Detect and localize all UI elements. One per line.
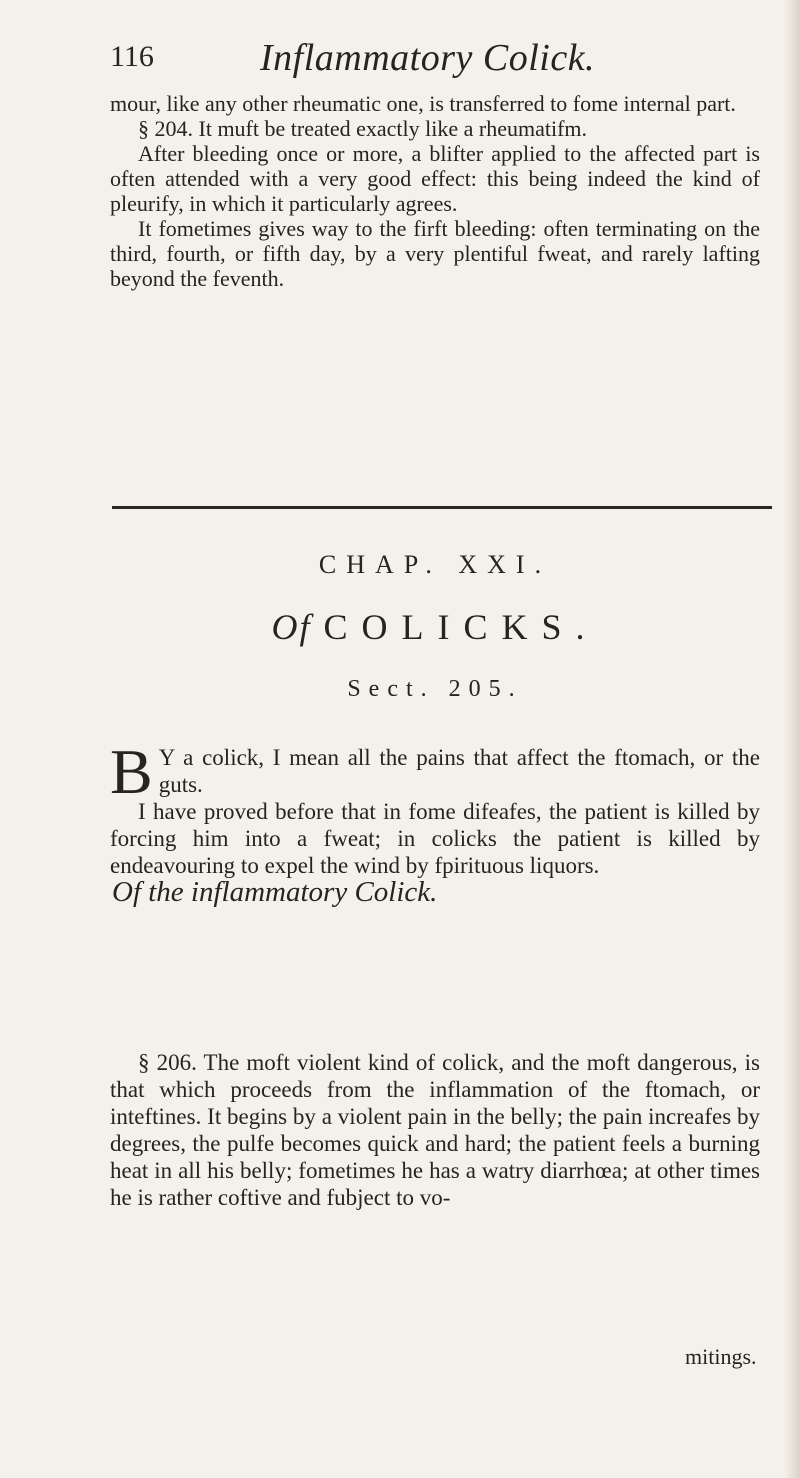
paragraph-text: Y a colick, I mean all the pains that affect the ftomach, or the guts. — [158, 745, 760, 797]
paragraph — [110, 736, 760, 807]
page-header — [110, 36, 750, 96]
chapter-title — [110, 606, 760, 648]
paragraph: mour, like any other rheumatic one, is transferred to fome internal part. — [110, 91, 736, 116]
section-number: Sect. 205. — [347, 676, 523, 702]
chapter-title-of: Of — [271, 607, 312, 647]
intro-text — [110, 91, 760, 291]
paragraph: It fometimes gives way to the firft bleeding: often terminating on the third, fourth, or fifth day, by a very plentiful fweat, and rarely lafting beyond the feventh. — [110, 216, 760, 291]
subheading: Of the inflammatory Colick. — [112, 876, 438, 908]
chapter-number: CHAP. XXI. — [318, 550, 552, 579]
paragraph: § 204. It muft be treated exactly like a rheumatifm. — [138, 116, 588, 141]
page-number: 116 — [110, 40, 154, 73]
chapter-title-main: COLICKS. — [323, 607, 599, 647]
section-text — [110, 736, 760, 879]
paragraph: I have proved before that in fome difeafes, the patient is killed by forcing him into a fweat; in colicks the patient is killed by endeavouring to expel the wind by fpirituous liquors. — [110, 799, 760, 878]
paragraph: After bleeding once or more, a blifter applied to the affected part is often attended with a very good effect: this being indeed the kind of pleurify, in which it particularly agrees. — [110, 141, 760, 216]
final-text — [110, 1049, 760, 1211]
drop-cap: B — [110, 736, 153, 807]
catchword: mitings. — [685, 1344, 757, 1369]
chapter-divider-rule — [112, 506, 772, 509]
running-title: Inflammatory Colick. — [260, 37, 596, 79]
paragraph: § 206. The moft violent kind of colick, and the moft dangerous, is that which proceeds from the inflammation of the ftomach, or inteftines. It begins by a violent pain in the belly; the pain increafes by degrees, the pulfe becomes quick and hard; the patient feels a burning heat in all his belly; fometimes he has a watry diarrhœa; at other times he is rather coftive and fubject to vo- — [110, 1050, 760, 1210]
page-edge-shadow — [784, 0, 800, 1478]
